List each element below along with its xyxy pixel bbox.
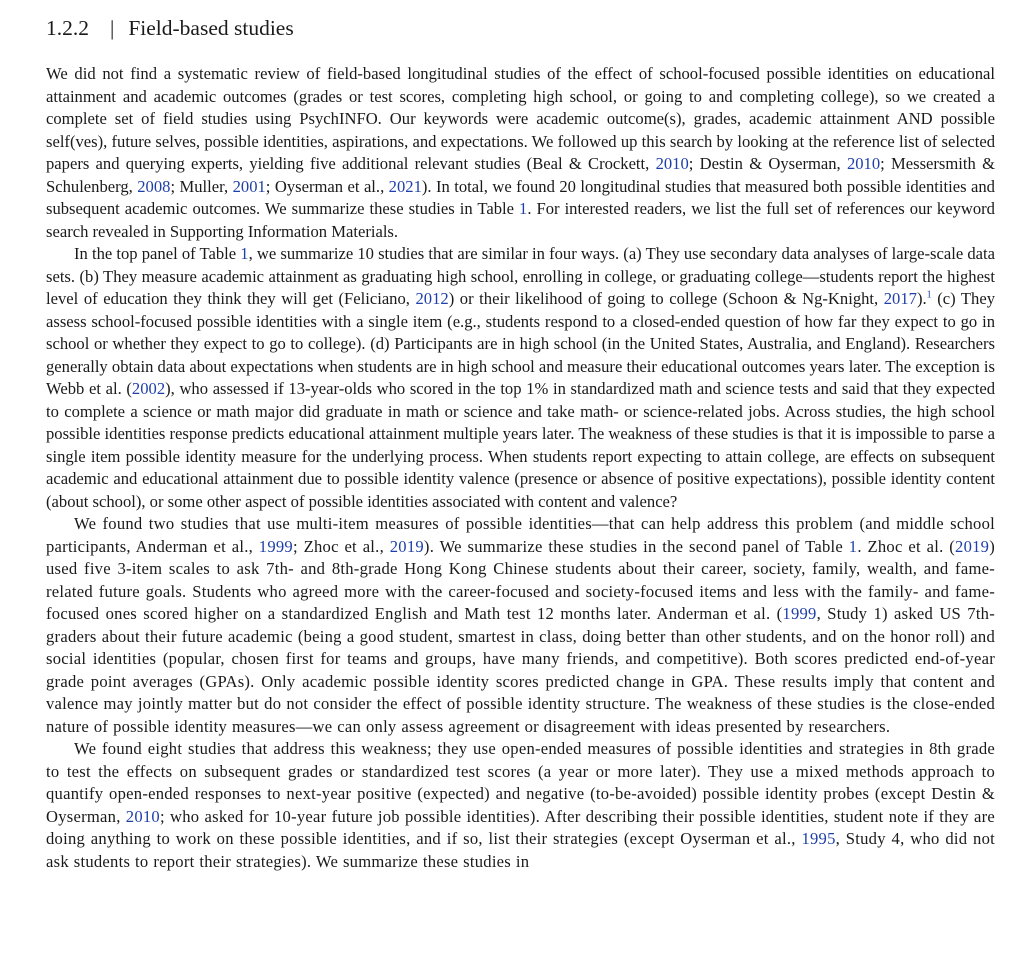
text-run: ; Oyserman et al.,	[265, 176, 389, 196]
text-run: ).	[916, 289, 927, 308]
text-run: We found two studies that use multi-item measures of possible identities—that can help address this problem (and middle school participants, Anderman et al.,	[46, 514, 995, 556]
citation-link[interactable]: 1	[848, 536, 858, 556]
text-run: ; Messersmith & Schulenberg,	[46, 154, 995, 196]
paragraph	[46, 738, 995, 873]
text-run: ; Muller,	[170, 176, 233, 196]
text-run: ). In total, we found 20 longitudinal studies that measured both possible identities and subsequent academic outcomes. We summarize these studies in Table	[46, 176, 995, 218]
citation-link[interactable]: 1999	[782, 604, 817, 623]
citation-link[interactable]: 2010	[125, 806, 160, 826]
text-run: . Zhoc et al. (	[857, 536, 956, 556]
text-run: , Study 1) asked US 7th-graders about their future academic (being a good student, smartest in class, doing better than other students, and on the honor roll) and social identities (popular, chosen first for teams and groups, have many friends, and competitive). Both scores predicted end-of-year grade point averages (GPAs). Only academic possible identity scores predicted change in GPA. These results imply that content and valence may jointly matter but do not consider the effect of possible identity structure. The weakness of these studies is the close-ended nature of possible identity measures—we can only assess agreement or disagreement with ideas presented by researchers.	[46, 604, 996, 736]
text-run: We did not find a systematic review of field-based longitudinal studies of the effect of school-focused possible identities on educational attainment and academic outcomes (grades or test scores, completing high school, or going to and completing college), so we created a complete set of field studies using PsychINFO. Our keywords were academic outcome(s), grades, academic attainment AND possible self(ves), future selves, possible identities, aspirations, and expectations. We followed up this search by looking at the reference list of selected papers and querying experts, yielding five additional relevant studies (Beal & Crockett,	[46, 64, 995, 173]
text-run: ). We summarize these studies in the second panel of Table	[423, 536, 849, 556]
section-heading	[46, 14, 294, 42]
text-run: . For interested readers, we list the full set of references our keyword search revealed in Supporting Information Materials.	[46, 199, 995, 241]
text-run: ) or their likelihood of going to college (Schoon & Ng-Knight,	[448, 289, 884, 308]
citation-link[interactable]: 2019	[389, 536, 424, 556]
citation-link[interactable]: 2001	[232, 176, 266, 196]
citation-link[interactable]: 2021	[388, 176, 422, 196]
citation-link[interactable]: 2010	[846, 154, 881, 173]
paragraph	[46, 513, 995, 738]
citation-link[interactable]: 2008	[137, 176, 171, 196]
body-text	[46, 63, 995, 873]
paragraph	[46, 63, 995, 243]
text-run: , Study 4, who did not ask students to report their strategies). We summarize these studies in	[46, 829, 995, 871]
text-run: We found eight studies that address this weakness; they use open-ended measures of possible identities and strategies in 8th grade to test the effects on subsequent grades or standardized test scores (a year or more later). They use a mixed methods approach to quantify open-ended responses to next-year positive (expected) and negative (to-be-avoided) possible identity probes (except Destin & Oyserman,	[46, 739, 995, 826]
text-run: (c) They assess school-focused possible identities with a single item (e.g., students respond to a closed-ended question of how far they expect to go in school or whether they expect to go to college). (d) Participants are in high school (in the United States, Australia, and England). Researchers generally obtain data about expectations when students are in high school and measure their educational outcomes years later. The exception is Webb et al. (	[46, 289, 995, 398]
text-run: ; Zhoc et al.,	[292, 536, 390, 556]
citation-link[interactable]: 2017	[883, 289, 917, 308]
text-run: ; who asked for 10-year future job possible identities). After describing their possible identities, student note if they are doing anything to work on these possible identities, and if so, list their strategies (except Oyserman et al.,	[46, 806, 995, 848]
citation-link[interactable]: 1	[519, 199, 528, 218]
text-run: ), who assessed if 13-year-olds who scored in the top 1% in standardized math and science tests and said that they expected to complete a science or math major did graduate in math or science and take math- or science-related jobs. Across studies, the high school possible identities response predicts educational attainment multiple years later. The weakness of these studies is that it is impossible to parse a single item possible identity measure for the underlying process. When students report expecting to attain college, are effects on subsequent academic and educational attainment due to possible identity valence (presence or absence of positive expectations), possible identity content (about school), or some other aspect of possible identities associated with content and valence?	[46, 379, 996, 511]
citation-link[interactable]: 2019	[955, 536, 990, 556]
text-run: ; Destin & Oyserman,	[688, 154, 847, 173]
text-run: ) used five 3-item scales to ask 7th- and 8th-grade Hong Kong Chinese students about their career, society, family, wealth, and fame-related future goals. Students who agreed more with the career-focused and society-focused items and less with the family- and fame-focused ones scored higher on a standardized English and Math test 12 months later. Anderman et al. (	[46, 536, 995, 623]
citation-link[interactable]: 1999	[258, 536, 293, 556]
citation-link[interactable]: 2010	[655, 154, 689, 173]
footnote-marker[interactable]: 1	[926, 289, 932, 301]
text-run: In the top panel of Table	[74, 244, 241, 263]
citation-link[interactable]: 2002	[131, 379, 166, 398]
paragraph	[46, 243, 995, 513]
section-title: Field-based studies	[128, 16, 294, 40]
section-separator: |	[110, 16, 115, 40]
citation-link[interactable]: 1995	[801, 829, 836, 848]
section-number: 1.2.2	[46, 16, 89, 40]
text-run: , we summarize 10 studies that are similar in four ways. (a) They use secondary data analyses of large-scale data sets. (b) They measure academic attainment as graduating high school, enrolling in college, or graduating college—students report the highest level of education they think they will get (Feliciano,	[46, 244, 995, 308]
citation-link[interactable]: 1	[240, 244, 249, 263]
citation-link[interactable]: 2012	[415, 289, 449, 308]
